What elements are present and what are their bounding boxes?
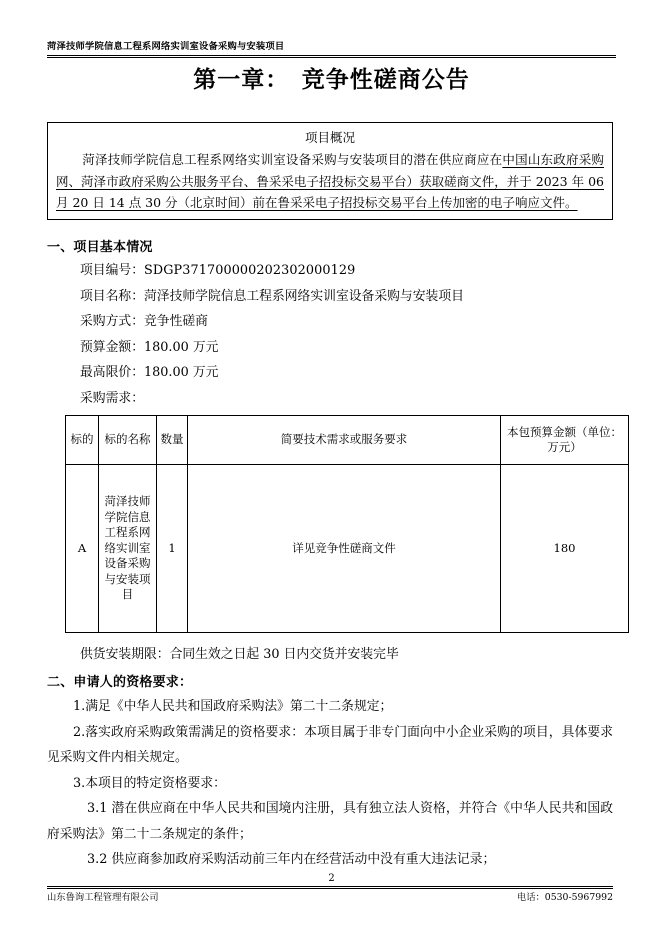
procurement-need-label: 采购需求： — [80, 391, 144, 406]
column-header-id: 标的 — [66, 416, 99, 465]
running-header-title: 菏泽技师学院信息工程系网络实训室设备采购与安装项目 — [47, 41, 285, 52]
column-header-quantity: 数量 — [157, 416, 188, 465]
qualification-item — [47, 796, 613, 847]
page-number: 2 — [328, 873, 335, 884]
qualification-item — [47, 771, 613, 797]
info-row-budget-amount — [80, 335, 620, 361]
overview-text-plain: 菏泽技师学院信息工程系网络实训室设备采购与安装项目的潜在供应商应在 — [82, 152, 503, 167]
qualification-item-text: 3.2 供应商参加政府采购活动前三年内在经营活动中没有重大违法记录； — [87, 852, 496, 867]
table-row — [66, 465, 629, 633]
qualification-item — [47, 694, 613, 720]
document-header — [47, 40, 616, 58]
cell-quantity: 1 — [157, 465, 188, 633]
qualification-item-text: 3.本项目的特定资格要求： — [73, 775, 226, 791]
footer-phone: 电话：0530-5967992 — [516, 892, 613, 903]
qualification-item — [47, 720, 613, 771]
qualification-item-text: 1.满足《中华人民共和国政府采购法》第二十二条规定； — [73, 699, 393, 714]
cell-package-name: 菏泽技师学院信息工程系网络实训室设备采购与安装项目 — [99, 465, 157, 633]
overview-text-underlined: 中国山东政府采购网、菏泽市政府采购公共服务平台、鲁采采电子招投标交易平台）获取磋商文件，并于 2023 年 06 月 20 日 14 点 30 分（北京时间）前在鲁采采电子招投标交易平台上传加密的电子响应文件。 — [56, 152, 604, 210]
section-heading-basic-info: 一、项目基本情况 — [47, 240, 153, 255]
info-value: 180.00 万元 — [143, 365, 219, 380]
project-info-list — [80, 258, 620, 386]
qualification-item-text: 2.落实政府采购政策需满足的资格要求：本项目属于非专门面向中小企业采购的项目，具体要求见采购文件内相关规定。 — [47, 724, 613, 765]
cell-package-id: A — [66, 465, 99, 633]
info-value: 180.00 万元 — [143, 339, 219, 355]
procurement-package-table — [65, 415, 629, 633]
info-label: 项目编号： — [80, 263, 144, 278]
info-label: 最高限价： — [80, 365, 144, 380]
cell-budget: 180 — [501, 465, 629, 633]
overview-paragraph — [56, 149, 604, 214]
info-row-price-ceiling — [80, 360, 620, 386]
table-body — [66, 465, 629, 633]
delivery-term-line: 供货安装期限：合同生效之日起 30 日内交货并安装完毕 — [80, 647, 399, 662]
table-header-row — [66, 416, 629, 465]
cell-requirements: 详见竞争性磋商文件 — [188, 465, 501, 633]
column-header-budget: 本包预算金额（单位：万元） — [501, 416, 629, 465]
footer-divider-rule — [47, 886, 613, 889]
overview-title: 项目概况 — [304, 130, 355, 145]
section-heading-qualifications: 二、申请人的资格要求： — [47, 675, 193, 690]
header-divider-rule — [47, 55, 616, 59]
qualification-item-text: 3.1 潜在供应商在中华人民共和国境内注册，具有独立法人资格，并符合《中华人民共和国政府采购法》第二十二条规定的条件； — [47, 801, 613, 842]
info-row-project-number — [80, 258, 620, 284]
column-header-name: 标的名称 — [99, 416, 157, 465]
info-value: 竞争性磋商 — [143, 314, 208, 329]
project-overview-box — [47, 122, 613, 220]
info-row-procurement-method — [80, 309, 620, 335]
info-value: SDGP371700000202302000129 — [143, 263, 356, 278]
info-label: 预算金额： — [80, 339, 144, 355]
qualification-list — [47, 694, 613, 873]
document-footer — [47, 891, 613, 905]
info-value: 菏泽技师学院信息工程系网络实训室设备采购与安装项目 — [143, 288, 464, 304]
info-row-project-name — [80, 284, 620, 310]
info-label: 采购方式： — [80, 314, 144, 329]
footer-company-name: 山东鲁询工程管理有限公司 — [47, 892, 159, 903]
qualification-item — [47, 847, 613, 873]
table-header — [66, 416, 629, 465]
info-label: 项目名称： — [80, 288, 144, 304]
chapter-title: 第一章： 竞争性磋商公告 — [193, 66, 470, 93]
column-header-requirements: 简要技术需求或服务要求 — [188, 416, 501, 465]
